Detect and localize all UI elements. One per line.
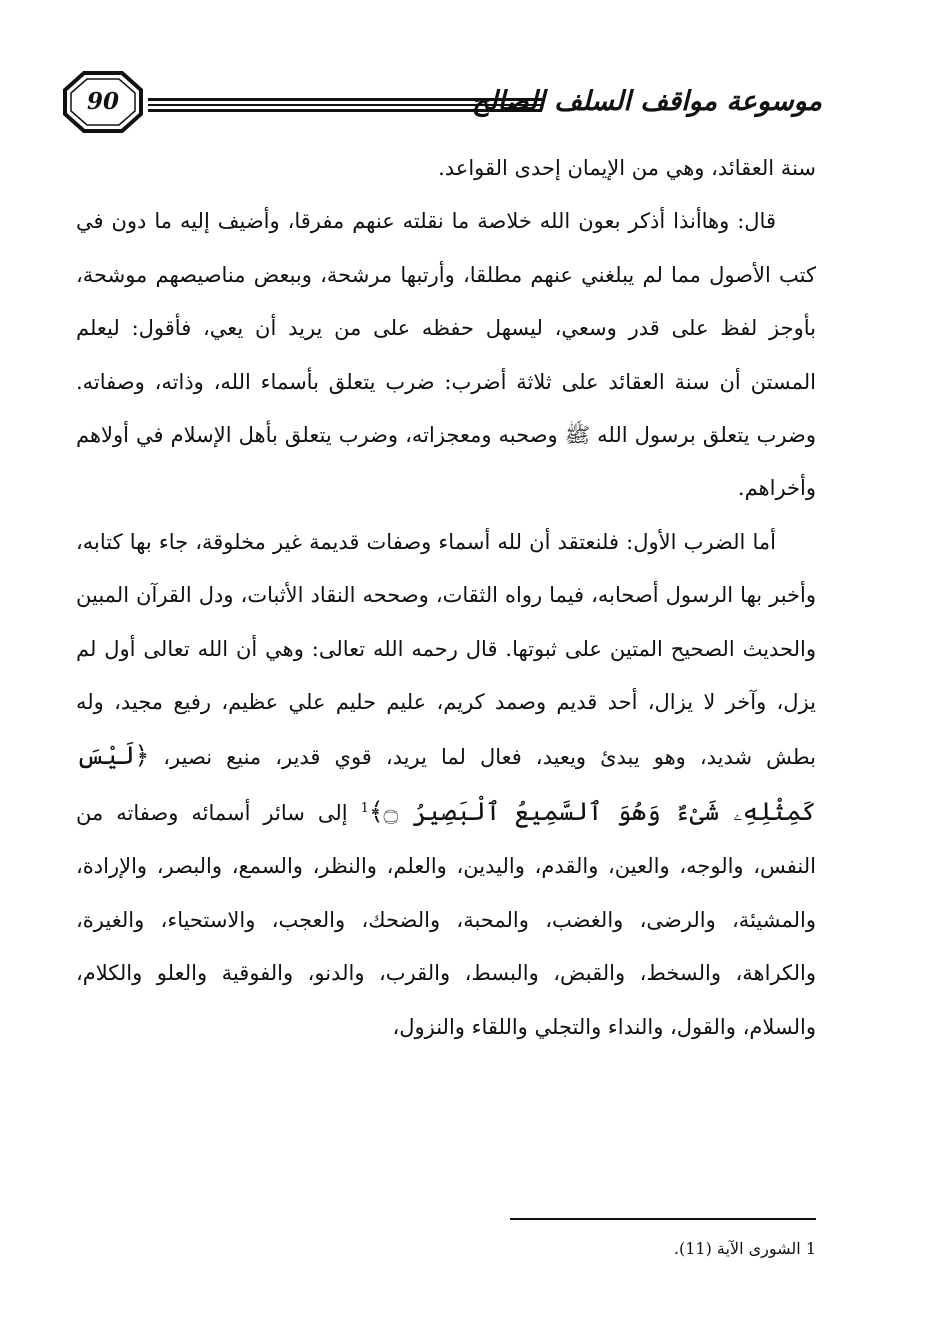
page-number: 90 [86,88,119,115]
footnote: 1 الشورى الآية (11). [673,1239,816,1258]
paragraph-3 [76,516,816,1054]
main-text [76,142,816,1054]
footnote-reference[interactable]: 1 [360,800,369,816]
footnote-divider [510,1218,816,1220]
book-title: موسوعة مواقف السلف الصالح [471,86,822,117]
page-header [62,70,822,134]
paragraph-1: سنة العقائد، وهي من الإيمان إحدى القواعد. [438,156,816,180]
page-number-badge [62,70,144,134]
paragraph-3-part-1: أما الضرب الأول: فلنعتقد أن لله أسماء وصفات قديمة غير مخلوقة، جاء بها كتابه، وأخبر بها الرسول أصحابه، فيما رواه الثقات، وصححه النقاد الأثبات، ودل القرآن المبين والحديث الصحيح المتين على ثبوتها. قال رحمه الله تعالى: وهي أن الله تعالى أول لم يزل، وآخر لا يزال، أحد قديم وصمد كريم، عليم حليم علي عظيم، رفيع مجيد، وله بطش شديد، وهو يبدئ ويعيد، فعال لما يريد، قوي قدير، منيع نصير، [76,529,816,770]
quran-verse: ﴿لَيْسَ كَمِثْلِهِۦ شَىْءٌ وَهُوَ ٱلسَّمِيعُ ٱلْبَصِيرُ ۝﴾ [76,741,816,826]
paragraph-2: قال: وهاأنذا أذكر بعون الله خلاصة ما نقلته عنهم مفرقا، وأضيف إليه ما دون في كتب الأصول مما لم يبلغني عنهم مطلقا، وأرتبها مرشحة، وببعض مناصيصهم موشحة، بأوجز لفظ على قدر وسعي، ليسهل حفظه على من يريد أن يعي، فأقول: ليعلم المستن أن سنة العقائد على ثلاثة أضرب: ضرب يتعلق بأسماء الله، وذاته، وصفاته. وضرب يتعلق برسول الله ﷺ وصحبه ومعجزاته، وضرب يتعلق بأهل الإسلام في أولاهم وأخراهم. [76,209,816,501]
paragraph-3-part-2: إلى سائر أسمائه وصفاته من النفس، والوجه، والعين، والقدم، واليدين، والعلم، والنظر، والسمع، والبصر، والإرادة، والمشيئة، والرضى، والغضب، والمحبة، والضحك، والعجب، والاستحياء، والغيرة، والكراهة، والسخط، والقبض، والبسط، والقرب، والدنو، والفوقية والعلو والكلام، والسلام، والقول، والنداء والتجلي واللقاء والنزول، [76,800,816,1039]
